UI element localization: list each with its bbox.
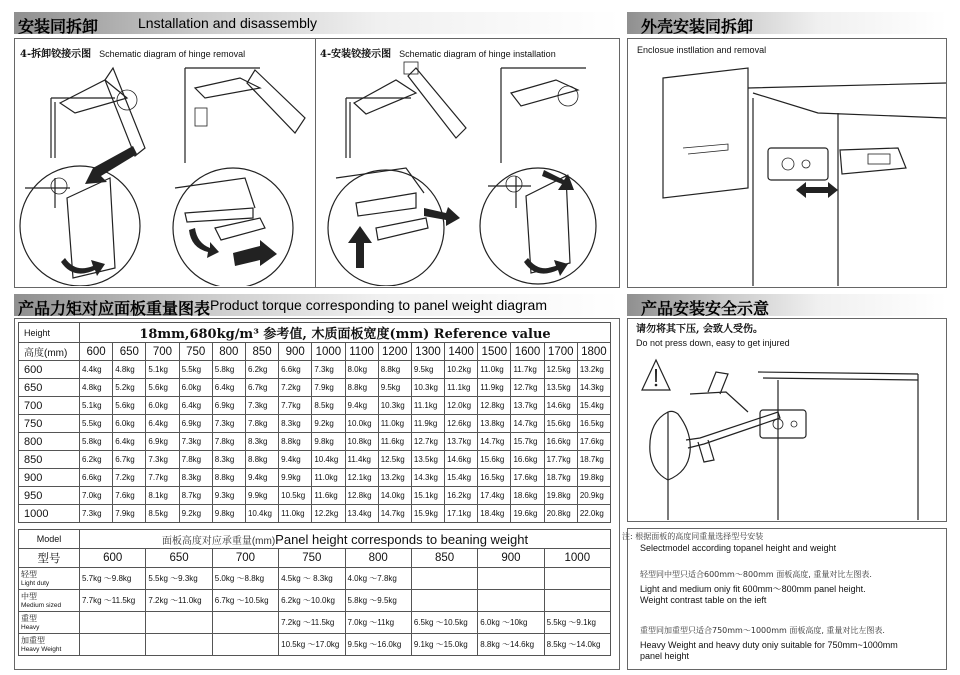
height-header: 800: [345, 549, 411, 568]
weight-cell: 6.0kg: [179, 379, 212, 397]
capacity-cell: [411, 568, 477, 590]
weight-cell: 8.3kg: [279, 415, 312, 433]
weight-cell: 5.1kg: [146, 361, 179, 379]
note3-cn: 重型同加重型只适合750mm～1000mm 面板高度, 重量对比左图表.: [640, 626, 885, 635]
width-header: 650: [113, 343, 146, 361]
width-header-row: [19, 343, 611, 361]
weight-cell: 8.0kg: [345, 361, 378, 379]
weight-cell: 7.3kg: [146, 451, 179, 469]
capacity-cell: [212, 612, 278, 634]
capacity-cell: 5.5kg ～9.3kg: [146, 568, 212, 590]
weight-cell: 15.4kg: [577, 397, 610, 415]
note1-cn: 注: 根据面板的高度同重量选择型号安装: [622, 532, 764, 541]
push-arrow-icon: [424, 207, 460, 226]
weight-cell: 16.6kg: [544, 433, 577, 451]
weight-cell: 15.4kg: [445, 469, 478, 487]
weight-cell: 6.7kg: [113, 451, 146, 469]
weight-cell: 20.9kg: [577, 487, 610, 505]
weight-cell: 15.1kg: [411, 487, 444, 505]
table-row: [19, 590, 611, 612]
width-header: 1800: [577, 343, 610, 361]
table-row: [19, 505, 611, 523]
model-name: [19, 612, 80, 634]
weight-cell: 10.4kg: [312, 451, 345, 469]
capacity-cell: 5.0kg ～8.8kg: [212, 568, 278, 590]
width-header: 1500: [478, 343, 511, 361]
weight-cell: 12.8kg: [345, 487, 378, 505]
install-title-en: Lnstallation and disassembly: [138, 15, 317, 31]
up-arrow-icon: [348, 226, 372, 268]
weight-cell: 6.4kg: [113, 433, 146, 451]
safety-title-cn: 产品安装安全示意: [641, 301, 770, 318]
table-row: [19, 397, 611, 415]
removal-arrow-icon: [85, 146, 137, 184]
weight-cell: 16.2kg: [445, 487, 478, 505]
weight-cell: 13.8kg: [478, 415, 511, 433]
removal-caption-cn: 4-拆卸铰接示图: [20, 49, 92, 60]
weight-cell: 7.7kg: [279, 397, 312, 415]
height-label-cn: 高度(mm): [19, 343, 80, 361]
weight-cell: 11.7kg: [511, 361, 544, 379]
weight-cell: 5.2kg: [113, 379, 146, 397]
note2-en2: Weight contrast table on the ieft: [640, 595, 767, 605]
weight-cell: 19.8kg: [577, 469, 610, 487]
width-header: 700: [146, 343, 179, 361]
capacity-cell: [411, 590, 477, 612]
warning-en: Do not press down, easy to get injured: [636, 338, 790, 348]
capacity-cell: 8.8kg ～14.6kg: [478, 634, 544, 656]
width-header: 900: [279, 343, 312, 361]
weight-cell: 6.0kg: [113, 415, 146, 433]
weight-cell: 7.3kg: [245, 397, 278, 415]
weight-cell: 9.9kg: [245, 487, 278, 505]
width-header: 1600: [511, 343, 544, 361]
weight-cell: 14.0kg: [378, 487, 411, 505]
width-header: 1200: [378, 343, 411, 361]
weight-cell: 8.3kg: [245, 433, 278, 451]
enclose-caption: Enclosue instllation and removal: [637, 45, 767, 55]
capacity-cell: 9.1kg ～15.0kg: [411, 634, 477, 656]
removal-caption-en: Schematic diagram of hinge removal: [99, 49, 246, 59]
weight-cell: 8.3kg: [179, 469, 212, 487]
row-height: 900: [19, 469, 80, 487]
weight-cell: 18.4kg: [478, 505, 511, 523]
capacity-cell: 6.7kg ～10.5kg: [212, 590, 278, 612]
row-height: 650: [19, 379, 80, 397]
capacity-cell: 5.7kg ～9.8kg: [80, 568, 146, 590]
weight-cell: 7.3kg: [212, 415, 245, 433]
weight-cell: 12.0kg: [445, 397, 478, 415]
weight-cell: 22.0kg: [577, 505, 610, 523]
weight-cell: 13.7kg: [511, 397, 544, 415]
height-header: 600: [80, 549, 146, 568]
note3-en2: panel height: [640, 651, 690, 661]
model-name-cn: 重型: [21, 614, 37, 623]
weight-cell: 12.8kg: [478, 397, 511, 415]
row-height: 600: [19, 361, 80, 379]
weight-cell: 8.8kg: [378, 361, 411, 379]
weight-cell: 7.2kg: [279, 379, 312, 397]
height-header: 900: [478, 549, 544, 568]
capacity-cell: [544, 568, 610, 590]
safety-illustration: [628, 352, 946, 520]
weight-cell: 14.6kg: [544, 397, 577, 415]
weight-cell: 13.4kg: [345, 505, 378, 523]
weight-cell: 4.8kg: [80, 379, 113, 397]
weight-cell: 9.4kg: [345, 397, 378, 415]
weight-cell: 11.1kg: [445, 379, 478, 397]
capacity-cell: 7.2kg ～11.0kg: [146, 590, 212, 612]
double-arrow-icon: [796, 182, 838, 198]
row-height: 750: [19, 415, 80, 433]
weight-cell: 5.6kg: [113, 397, 146, 415]
install-caption-cn: 4-安装铰接示图: [320, 49, 392, 60]
weight-cell: 5.5kg: [80, 415, 113, 433]
weight-cell: 14.3kg: [577, 379, 610, 397]
note2-en1: Light and medium oniy fit 600mm～800mm panel height.: [640, 584, 866, 594]
weight-cell: 8.1kg: [146, 487, 179, 505]
weight-cell: 16.5kg: [478, 469, 511, 487]
row-height: 950: [19, 487, 80, 505]
capacity-cell: [478, 568, 544, 590]
rotate-arrow-icon-2: [189, 228, 219, 258]
weight-cell: 5.5kg: [179, 361, 212, 379]
weight-cell: 17.4kg: [478, 487, 511, 505]
weight-cell: 11.4kg: [345, 451, 378, 469]
model-label-en: Model: [19, 530, 80, 549]
capacity-cell: [212, 634, 278, 656]
model-table: [18, 529, 611, 656]
weight-cell: 19.8kg: [544, 487, 577, 505]
weight-cell: 6.4kg: [179, 397, 212, 415]
weight-cell: 11.9kg: [478, 379, 511, 397]
weight-cell: 10.2kg: [445, 361, 478, 379]
weight-cell: 6.4kg: [212, 379, 245, 397]
weight-cell: 7.9kg: [312, 379, 345, 397]
model-name-en: Heavy: [21, 624, 40, 631]
weight-cell: 9.8kg: [212, 505, 245, 523]
width-header: 1700: [544, 343, 577, 361]
width-header: 600: [80, 343, 113, 361]
table-row: [19, 469, 611, 487]
weight-cell: 17.6kg: [577, 433, 610, 451]
table-row: [19, 379, 611, 397]
width-header: 1000: [312, 343, 345, 361]
capacity-cell: [146, 634, 212, 656]
weight-cell: 11.0kg: [378, 415, 411, 433]
weight-cell: 9.9kg: [279, 469, 312, 487]
weight-cell: 5.8kg: [212, 361, 245, 379]
table-row: [19, 612, 611, 634]
weight-table: [18, 322, 611, 523]
weight-cell: 12.5kg: [544, 361, 577, 379]
height-header: 1000: [544, 549, 610, 568]
install-title-cn: 安装同拆卸: [18, 19, 99, 36]
row-height: 800: [19, 433, 80, 451]
weight-cell: 9.5kg: [378, 379, 411, 397]
rotate-arrow-icon: [61, 258, 105, 276]
table-row: [19, 487, 611, 505]
model-name-cn: 轻型: [21, 570, 37, 579]
section-header-enclose: [627, 12, 947, 34]
weight-cell: 7.9kg: [113, 505, 146, 523]
width-header: 1300: [411, 343, 444, 361]
row-height: 1000: [19, 505, 80, 523]
weight-cell: 8.8kg: [245, 451, 278, 469]
height-header: 700: [212, 549, 278, 568]
capacity-cell: 7.2kg ～11.5kg: [279, 612, 345, 634]
hinge-install-illustration: [316, 58, 619, 286]
weight-cell: 15.6kg: [478, 451, 511, 469]
note3-en1: Heavy Weight and heavy duty oniy suitable for 750mm~1000mm: [640, 640, 898, 650]
width-header: 1100: [345, 343, 378, 361]
model-title-cn: 面板高度对应承重量(mm): [161, 535, 276, 547]
weight-cell: 11.0kg: [312, 469, 345, 487]
insert-arrow-icon: [542, 170, 574, 190]
weight-cell: 7.8kg: [212, 433, 245, 451]
table-row: [19, 415, 611, 433]
weight-cell: 18.7kg: [577, 451, 610, 469]
weight-cell: 12.5kg: [378, 451, 411, 469]
weight-cell: 9.3kg: [212, 487, 245, 505]
weight-cell: 6.6kg: [279, 361, 312, 379]
weight-cell: 15.9kg: [411, 505, 444, 523]
weight-cell: 13.5kg: [544, 379, 577, 397]
section-header-torque: [14, 294, 620, 316]
capacity-cell: 7.0kg ～11kg: [345, 612, 411, 634]
table-row: [19, 451, 611, 469]
weight-cell: 9.8kg: [312, 433, 345, 451]
model-label-cn: 型号: [19, 549, 80, 568]
removal-arrow-icon-2: [233, 240, 277, 266]
capacity-cell: [80, 634, 146, 656]
table-row: [19, 361, 611, 379]
weight-cell: 14.3kg: [411, 469, 444, 487]
weight-cell: 14.6kg: [445, 451, 478, 469]
weight-cell: 8.8kg: [345, 379, 378, 397]
model-title-row: [19, 530, 611, 549]
weight-cell: 7.7kg: [146, 469, 179, 487]
weight-cell: 7.6kg: [113, 487, 146, 505]
note1-en: Selectmodel according topanel height and weight: [640, 543, 837, 553]
weight-cell: 17.1kg: [445, 505, 478, 523]
width-header: 1400: [445, 343, 478, 361]
weight-cell: 8.3kg: [212, 451, 245, 469]
weight-cell: 9.4kg: [245, 469, 278, 487]
weight-cell: 9.4kg: [279, 451, 312, 469]
weight-cell: 8.5kg: [146, 505, 179, 523]
model-name: [19, 568, 80, 590]
weight-cell: 7.3kg: [179, 433, 212, 451]
weight-cell: 17.7kg: [544, 451, 577, 469]
capacity-cell: 9.5kg ～16.0kg: [345, 634, 411, 656]
weight-cell: 10.4kg: [245, 505, 278, 523]
weight-cell: 11.1kg: [411, 397, 444, 415]
width-header: 750: [179, 343, 212, 361]
weight-cell: 10.8kg: [345, 433, 378, 451]
weight-cell: 13.2kg: [577, 361, 610, 379]
weight-cell: 15.7kg: [511, 433, 544, 451]
capacity-cell: [478, 590, 544, 612]
weight-cell: 10.5kg: [279, 487, 312, 505]
capacity-cell: 6.0kg ～10kg: [478, 612, 544, 634]
weight-cell: 6.9kg: [146, 433, 179, 451]
weight-cell: 11.0kg: [279, 505, 312, 523]
weight-title-row: [19, 323, 611, 343]
height-label-en: Height: [19, 323, 80, 343]
weight-cell: 10.0kg: [345, 415, 378, 433]
weight-cell: 10.3kg: [378, 397, 411, 415]
weight-cell: 14.7kg: [478, 433, 511, 451]
model-table-title: [80, 530, 611, 549]
weight-cell: 10.3kg: [411, 379, 444, 397]
row-height: 850: [19, 451, 80, 469]
weight-cell: 6.6kg: [80, 469, 113, 487]
model-name-en: Medium sized: [21, 602, 62, 609]
model-title-en: Panel height corresponds to beaning weight: [275, 531, 529, 547]
enclose-title-cn: 外壳安装同拆卸: [641, 19, 754, 36]
weight-cell: 12.1kg: [345, 469, 378, 487]
enclose-illustration: [628, 58, 946, 286]
weight-cell: 7.8kg: [245, 415, 278, 433]
weight-cell: 7.8kg: [179, 451, 212, 469]
weight-cell: 8.7kg: [179, 487, 212, 505]
weight-cell: 9.5kg: [411, 361, 444, 379]
capacity-cell: [146, 612, 212, 634]
weight-cell: 6.2kg: [80, 451, 113, 469]
model-name: [19, 634, 80, 656]
weight-cell: 7.3kg: [80, 505, 113, 523]
weight-cell: 5.1kg: [80, 397, 113, 415]
weight-cell: 9.2kg: [179, 505, 212, 523]
install-caption-en: Schematic diagram of hinge installation: [399, 49, 556, 59]
weight-cell: 14.7kg: [511, 415, 544, 433]
model-name: [19, 590, 80, 612]
weight-cell: 5.6kg: [146, 379, 179, 397]
capacity-cell: 7.7kg ～11.5kg: [80, 590, 146, 612]
height-header: 750: [279, 549, 345, 568]
weight-cell: 8.8kg: [212, 469, 245, 487]
height-header: 850: [411, 549, 477, 568]
weight-cell: 6.0kg: [146, 397, 179, 415]
weight-cell: 7.2kg: [113, 469, 146, 487]
capacity-cell: 6.2kg ～10.0kg: [279, 590, 345, 612]
weight-cell: 8.8kg: [279, 433, 312, 451]
weight-cell: 19.6kg: [511, 505, 544, 523]
weight-cell: 17.6kg: [511, 469, 544, 487]
torque-title-en: Product torque corresponding to panel weight diagram: [210, 297, 547, 313]
table-row: [19, 433, 611, 451]
weight-cell: 6.9kg: [212, 397, 245, 415]
weight-cell: 8.5kg: [312, 397, 345, 415]
weight-cell: 12.6kg: [445, 415, 478, 433]
capacity-cell: 5.8kg ～9.5kg: [345, 590, 411, 612]
weight-cell: 20.8kg: [544, 505, 577, 523]
weight-cell: 6.4kg: [146, 415, 179, 433]
warning-cn: 请勿将其下压, 会致人受伤。: [636, 324, 763, 335]
capacity-cell: [544, 590, 610, 612]
height-header: 650: [146, 549, 212, 568]
weight-cell: 18.6kg: [511, 487, 544, 505]
weight-cell: 11.6kg: [378, 433, 411, 451]
model-name-en: Heavy Weight: [21, 646, 62, 653]
capacity-cell: 4.5kg ～ 8.3kg: [279, 568, 345, 590]
width-header: 800: [212, 343, 245, 361]
weight-cell: 4.8kg: [113, 361, 146, 379]
weight-cell: 7.3kg: [312, 361, 345, 379]
weight-cell: 6.7kg: [245, 379, 278, 397]
weight-table-title: 18mm,680kg/m³ 参考值, 木质面板宽度(mm) Reference value: [80, 323, 611, 343]
hinge-removal-illustration: [15, 58, 315, 286]
weight-cell: 5.8kg: [80, 433, 113, 451]
weight-cell: 13.7kg: [445, 433, 478, 451]
weight-cell: 12.2kg: [312, 505, 345, 523]
table-row: [19, 568, 611, 590]
model-name-cn: 加重型: [21, 636, 45, 645]
note2-cn: 轻型同中型只适合600mm～800mm 面板高度, 重量对比左图表.: [640, 570, 872, 579]
capacity-cell: 5.5kg ～9.1kg: [544, 612, 610, 634]
weight-cell: 11.6kg: [312, 487, 345, 505]
capacity-cell: 8.5kg ～14.0kg: [544, 634, 610, 656]
weight-cell: 11.9kg: [411, 415, 444, 433]
weight-cell: 6.2kg: [245, 361, 278, 379]
model-name-en: Light duty: [21, 580, 50, 587]
weight-cell: 15.6kg: [544, 415, 577, 433]
weight-cell: 11.0kg: [478, 361, 511, 379]
weight-cell: 6.9kg: [179, 415, 212, 433]
weight-cell: 16.6kg: [511, 451, 544, 469]
warning-triangle-icon: [642, 360, 670, 390]
weight-cell: 14.7kg: [378, 505, 411, 523]
weight-cell: 13.5kg: [411, 451, 444, 469]
row-height: 700: [19, 397, 80, 415]
capacity-cell: 6.5kg ～10.5kg: [411, 612, 477, 634]
weight-cell: 13.2kg: [378, 469, 411, 487]
capacity-cell: [80, 612, 146, 634]
capacity-cell: 10.5kg ～17.0kg: [279, 634, 345, 656]
weight-cell: 7.0kg: [80, 487, 113, 505]
weight-cell: 4.4kg: [80, 361, 113, 379]
model-name-cn: 中型: [21, 592, 37, 601]
capacity-cell: 4.0kg ～7.8kg: [345, 568, 411, 590]
section-header-install: [14, 12, 620, 34]
weight-cell: 12.7kg: [511, 379, 544, 397]
weight-cell: 16.5kg: [577, 415, 610, 433]
weight-cell: 9.2kg: [312, 415, 345, 433]
section-header-safety: [627, 294, 947, 316]
table-row: [19, 634, 611, 656]
torque-title-cn: 产品力矩对应面板重量图表: [18, 301, 211, 318]
model-header-row: [19, 549, 611, 568]
weight-cell: 18.7kg: [544, 469, 577, 487]
width-header: 850: [245, 343, 278, 361]
weight-cell: 12.7kg: [411, 433, 444, 451]
